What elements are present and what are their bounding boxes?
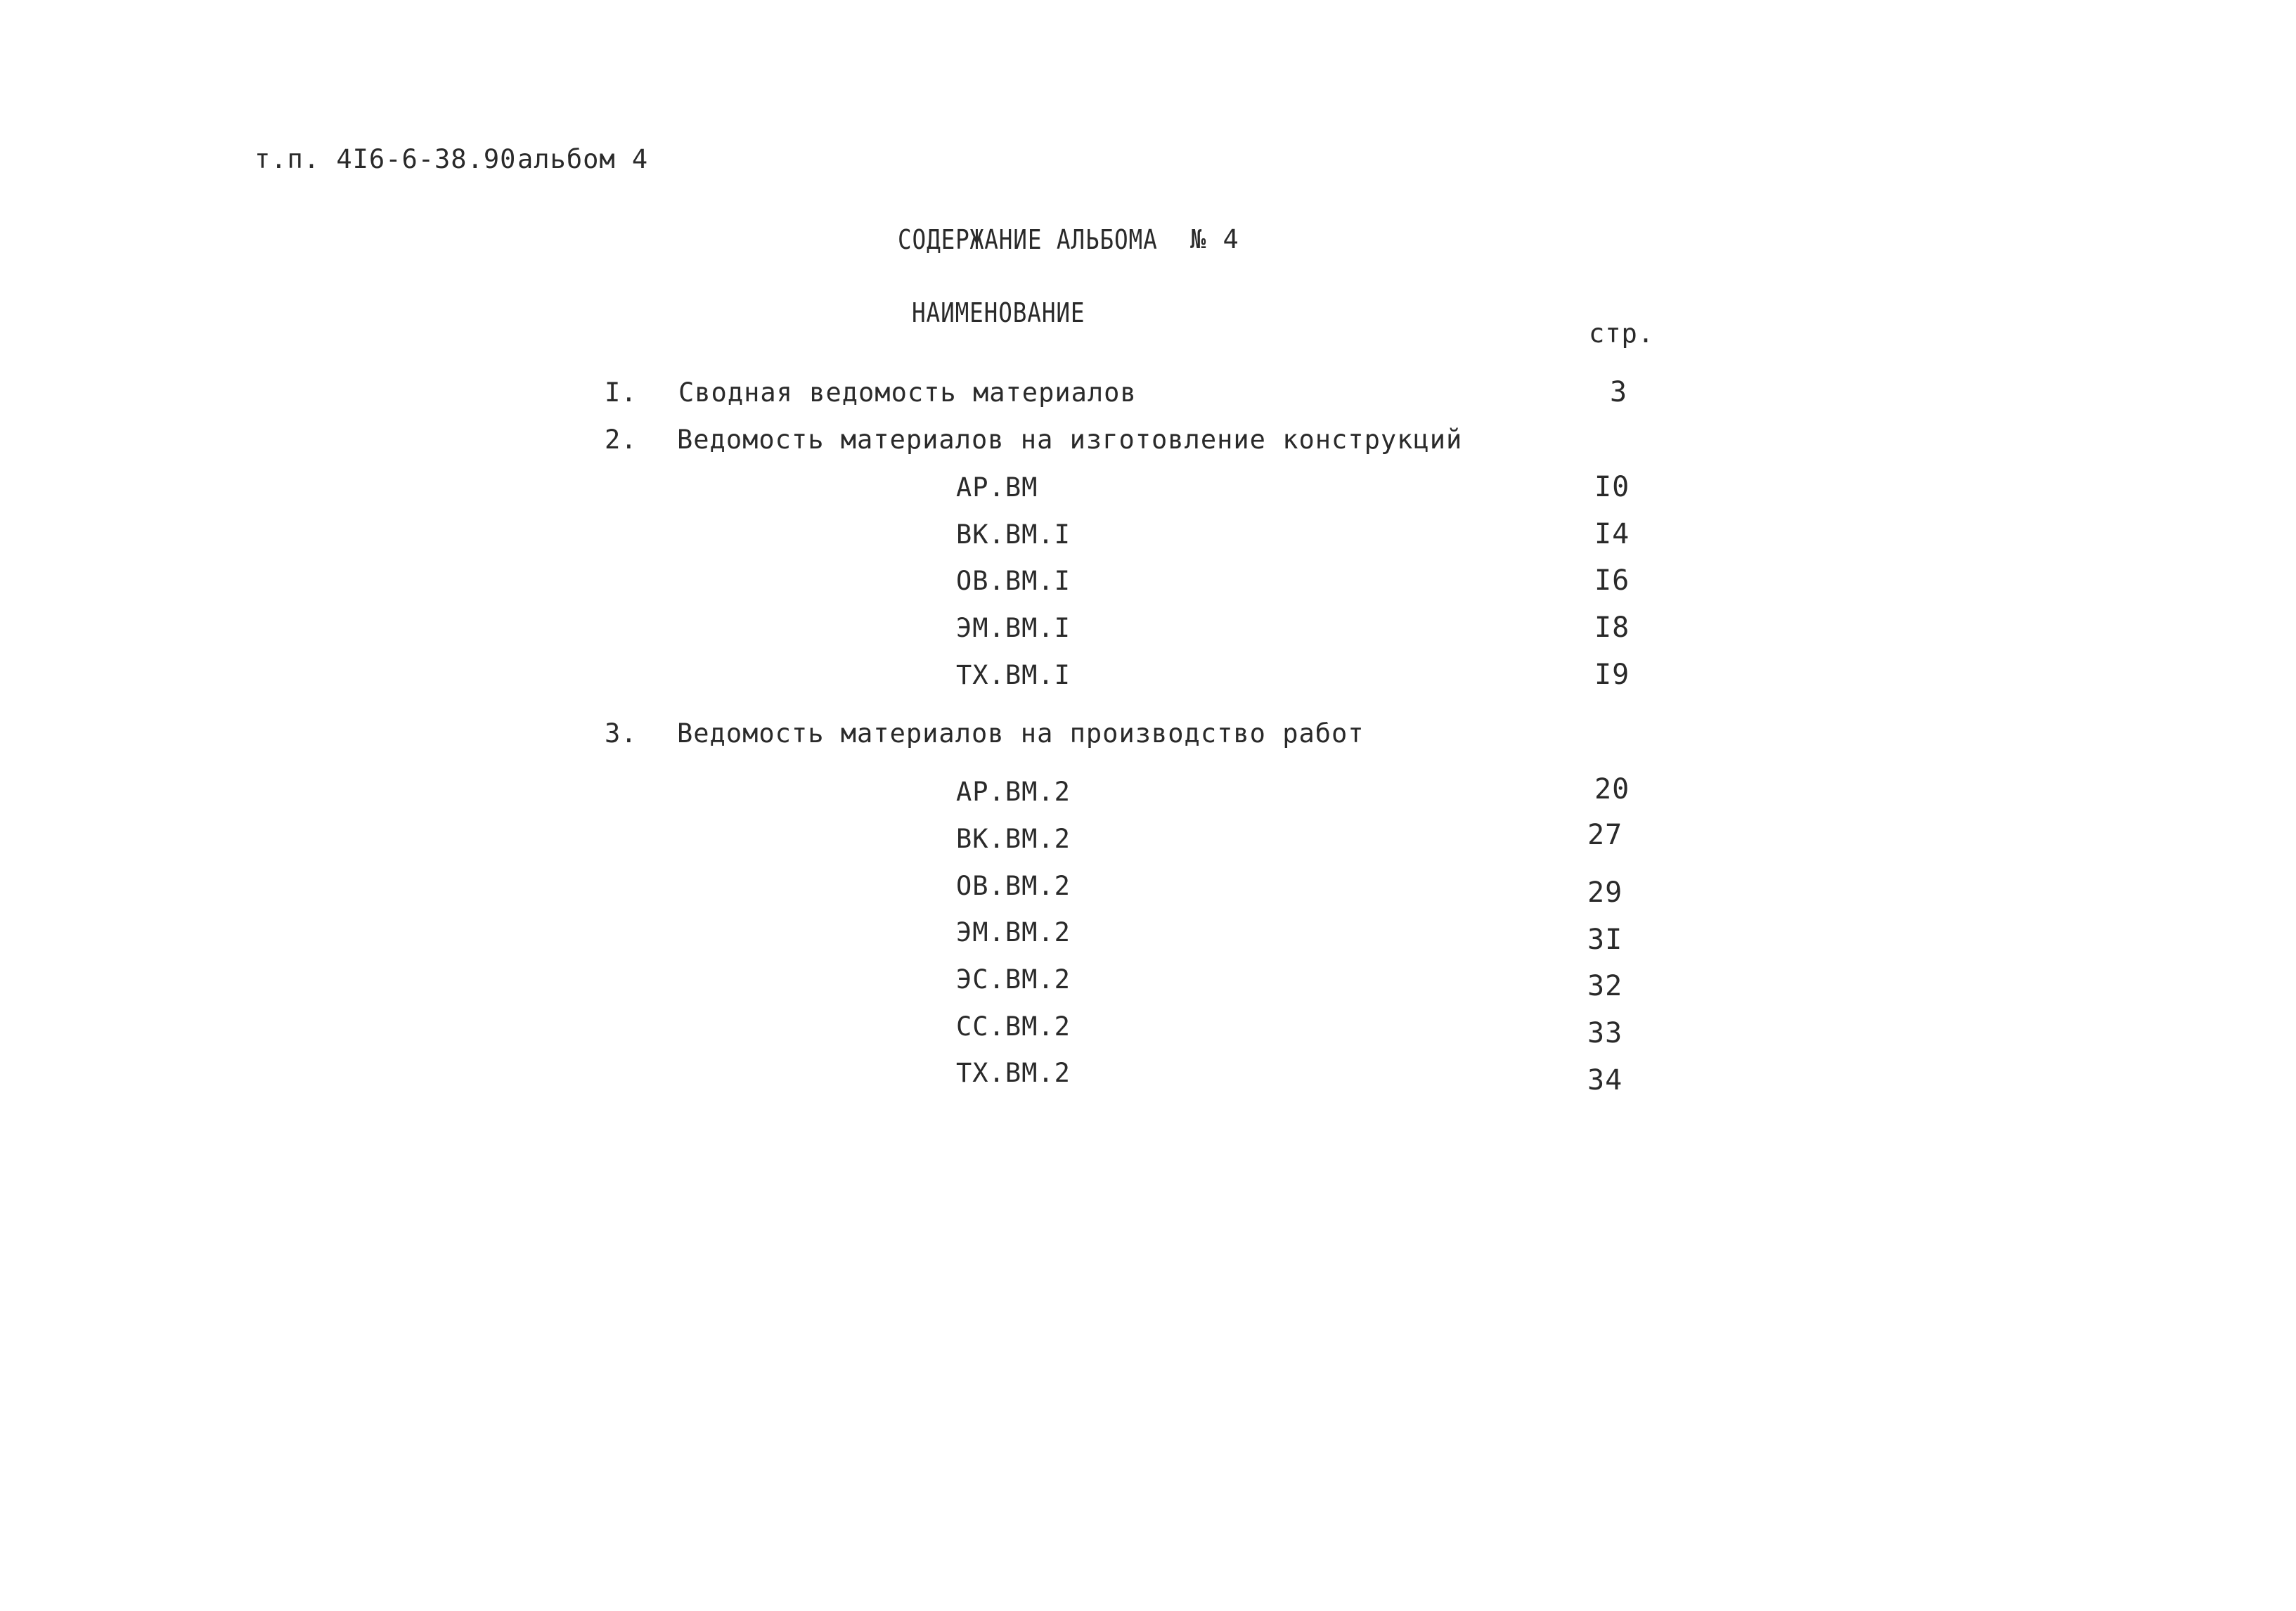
- toc-item-code: ОВ.ВМ.I: [956, 566, 1071, 596]
- section-number: 3.: [605, 718, 638, 749]
- section-number: I.: [605, 377, 638, 408]
- toc-item-page: I8: [1594, 612, 1630, 644]
- section-title: Сводная ведомость материалов: [678, 377, 1137, 408]
- section-page: 3: [1610, 376, 1628, 408]
- toc-item-page: I9: [1594, 659, 1630, 691]
- toc-item-code: АР.ВМ.2: [956, 777, 1071, 807]
- toc-item-page: I4: [1594, 518, 1630, 550]
- toc-item-code: АР.ВМ: [956, 472, 1038, 503]
- toc-item-page: I0: [1594, 471, 1630, 503]
- toc-item-page: 29: [1587, 876, 1623, 909]
- page-title: СОДЕРЖАНИЕ АЛЬБОМА: [898, 224, 1158, 255]
- column-header-name: НАИМЕНОВАНИЕ: [912, 297, 1085, 328]
- toc-item-code: ЭС.ВМ.2: [956, 964, 1071, 995]
- toc-item-page: 27: [1587, 819, 1623, 851]
- toc-item-page: 3I: [1587, 924, 1623, 956]
- toc-item-code: ВК.ВМ.2: [956, 824, 1071, 854]
- toc-item-page: 33: [1587, 1017, 1623, 1049]
- document-reference: т.п. 4I6-6-38.90: [254, 144, 517, 174]
- album-label: альбом 4: [517, 144, 649, 174]
- section-title: Ведомость материалов на изготовление конструкций: [677, 425, 1463, 455]
- page-title-number: № 4: [1190, 224, 1239, 254]
- toc-item-code: ТХ.ВМ.I: [956, 660, 1071, 690]
- column-header-page: стр.: [1589, 318, 1655, 349]
- toc-item-code: ТХ.ВМ.2: [956, 1058, 1071, 1088]
- toc-item-code: ЭМ.ВМ.I: [956, 613, 1071, 643]
- section-title: Ведомость материалов на производство работ: [677, 718, 1365, 749]
- toc-item-page: 20: [1594, 773, 1630, 806]
- toc-item-code: СС.ВМ.2: [956, 1011, 1071, 1042]
- section-number: 2.: [605, 425, 638, 455]
- toc-item-page: 32: [1587, 970, 1623, 1002]
- toc-item-code: ЭМ.ВМ.2: [956, 917, 1071, 947]
- toc-item-page: 34: [1587, 1064, 1623, 1096]
- toc-item-code: ОВ.ВМ.2: [956, 871, 1071, 901]
- toc-item-code: ВК.ВМ.I: [956, 519, 1071, 550]
- toc-item-page: I6: [1594, 564, 1630, 597]
